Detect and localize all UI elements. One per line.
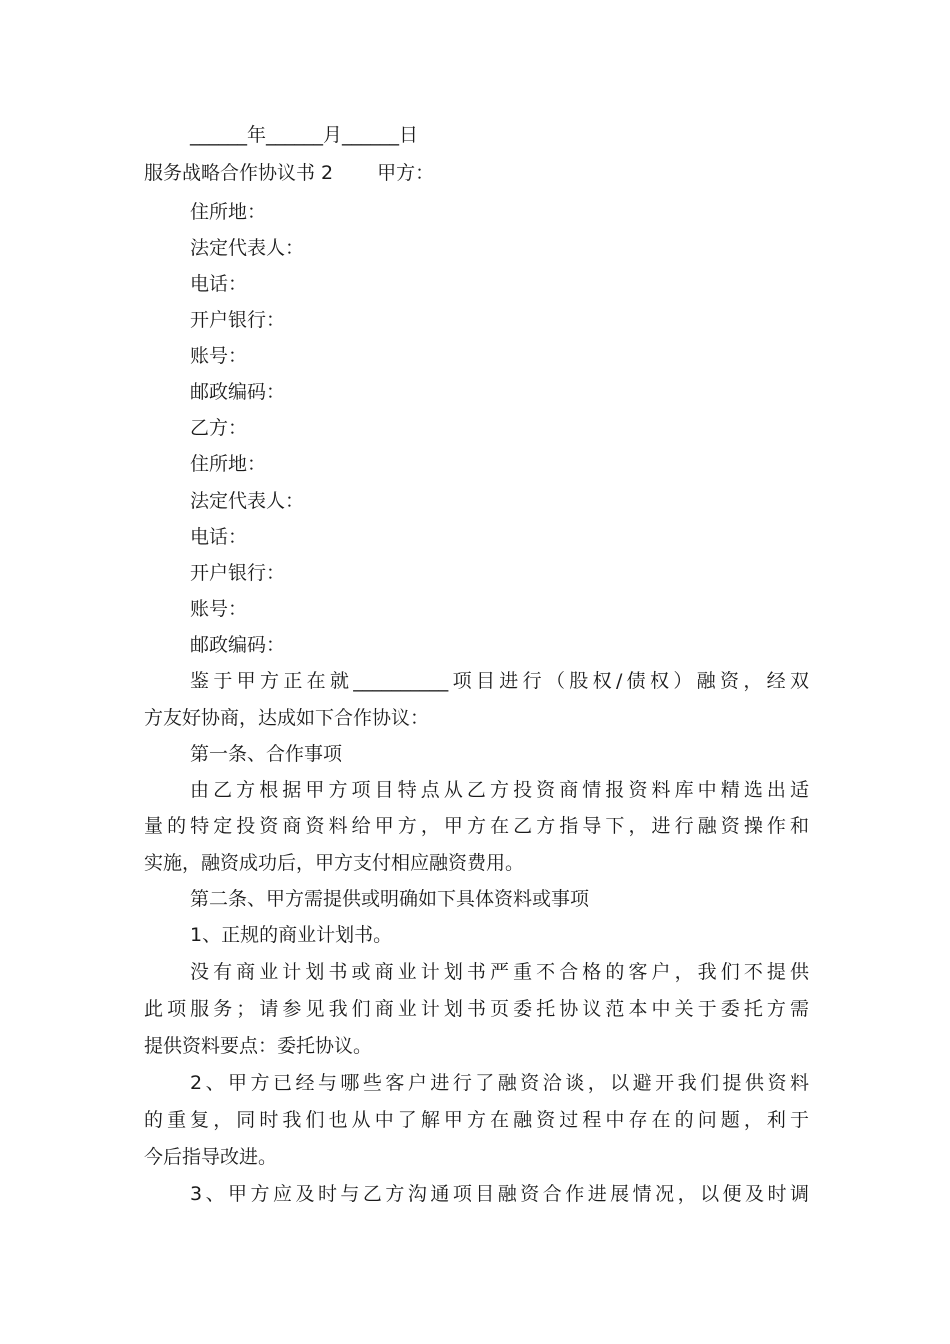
article-2-item-2-line-1: 2、甲方已经与哪些客户进行了融资洽谈，以避开我们提供资料: [190, 1072, 809, 1094]
intro-line-1: 鉴于甲方正在就__________项目进行（股权/债权）融资，经双: [190, 670, 809, 692]
article-1-line-1: 由乙方根据甲方项目特点从乙方投资商情报资料库中精选出适: [190, 779, 809, 801]
article-1-heading: 第一条、合作事项: [190, 743, 343, 765]
party-b-label: 乙方：: [190, 417, 248, 439]
party-b-postcode: 邮政编码：: [190, 634, 286, 656]
article-2-item-2-line-2: 的重复，同时我们也从中了解甲方在融资过程中存在的问题，利于: [144, 1109, 809, 1131]
article-1-line-3: 实施，融资成功后，甲方支付相应融资费用。: [144, 852, 525, 874]
party-b-account: 账号：: [190, 598, 248, 620]
party-b-legal-rep: 法定代表人：: [190, 490, 305, 512]
party-b-phone: 电话：: [190, 526, 248, 548]
party-a-legal-rep: 法定代表人：: [190, 237, 305, 259]
article-2-note-line-2: 此项服务；请参见我们商业计划书页委托协议范本中关于委托方需: [144, 998, 809, 1020]
article-2-heading: 第二条、甲方需提供或明确如下具体资料或事项: [190, 888, 590, 910]
party-b-bank: 开户银行：: [190, 562, 286, 584]
party-a-postcode: 邮政编码：: [190, 381, 286, 403]
article-2-item-1: 1、正规的商业计划书。: [190, 924, 393, 946]
article-2-item-2-line-3: 今后指导改进。: [144, 1146, 278, 1168]
article-2-note-line-1: 没有商业计划书或商业计划书严重不合格的客户，我们不提供: [190, 961, 809, 983]
party-b-address: 住所地：: [190, 453, 267, 475]
party-a-phone: 电话：: [190, 273, 248, 295]
article-1-line-2: 量的特定投资商资料给甲方，甲方在乙方指导下，进行融资操作和: [144, 815, 809, 837]
date-line: ______年______月______日: [190, 124, 419, 146]
title-line: 服务战略合作协议书 2 甲方：: [144, 162, 435, 184]
intro-line-2: 方友好协商，达成如下合作协议：: [144, 707, 430, 729]
party-a-account: 账号：: [190, 345, 248, 367]
party-a-bank: 开户银行：: [190, 309, 286, 331]
article-2-note-line-3: 提供资料要点：委托协议。: [144, 1035, 373, 1057]
article-2-item-3-line-1: 3、甲方应及时与乙方沟通项目融资合作进展情况，以便及时调: [190, 1183, 809, 1205]
party-a-address: 住所地：: [190, 201, 267, 223]
